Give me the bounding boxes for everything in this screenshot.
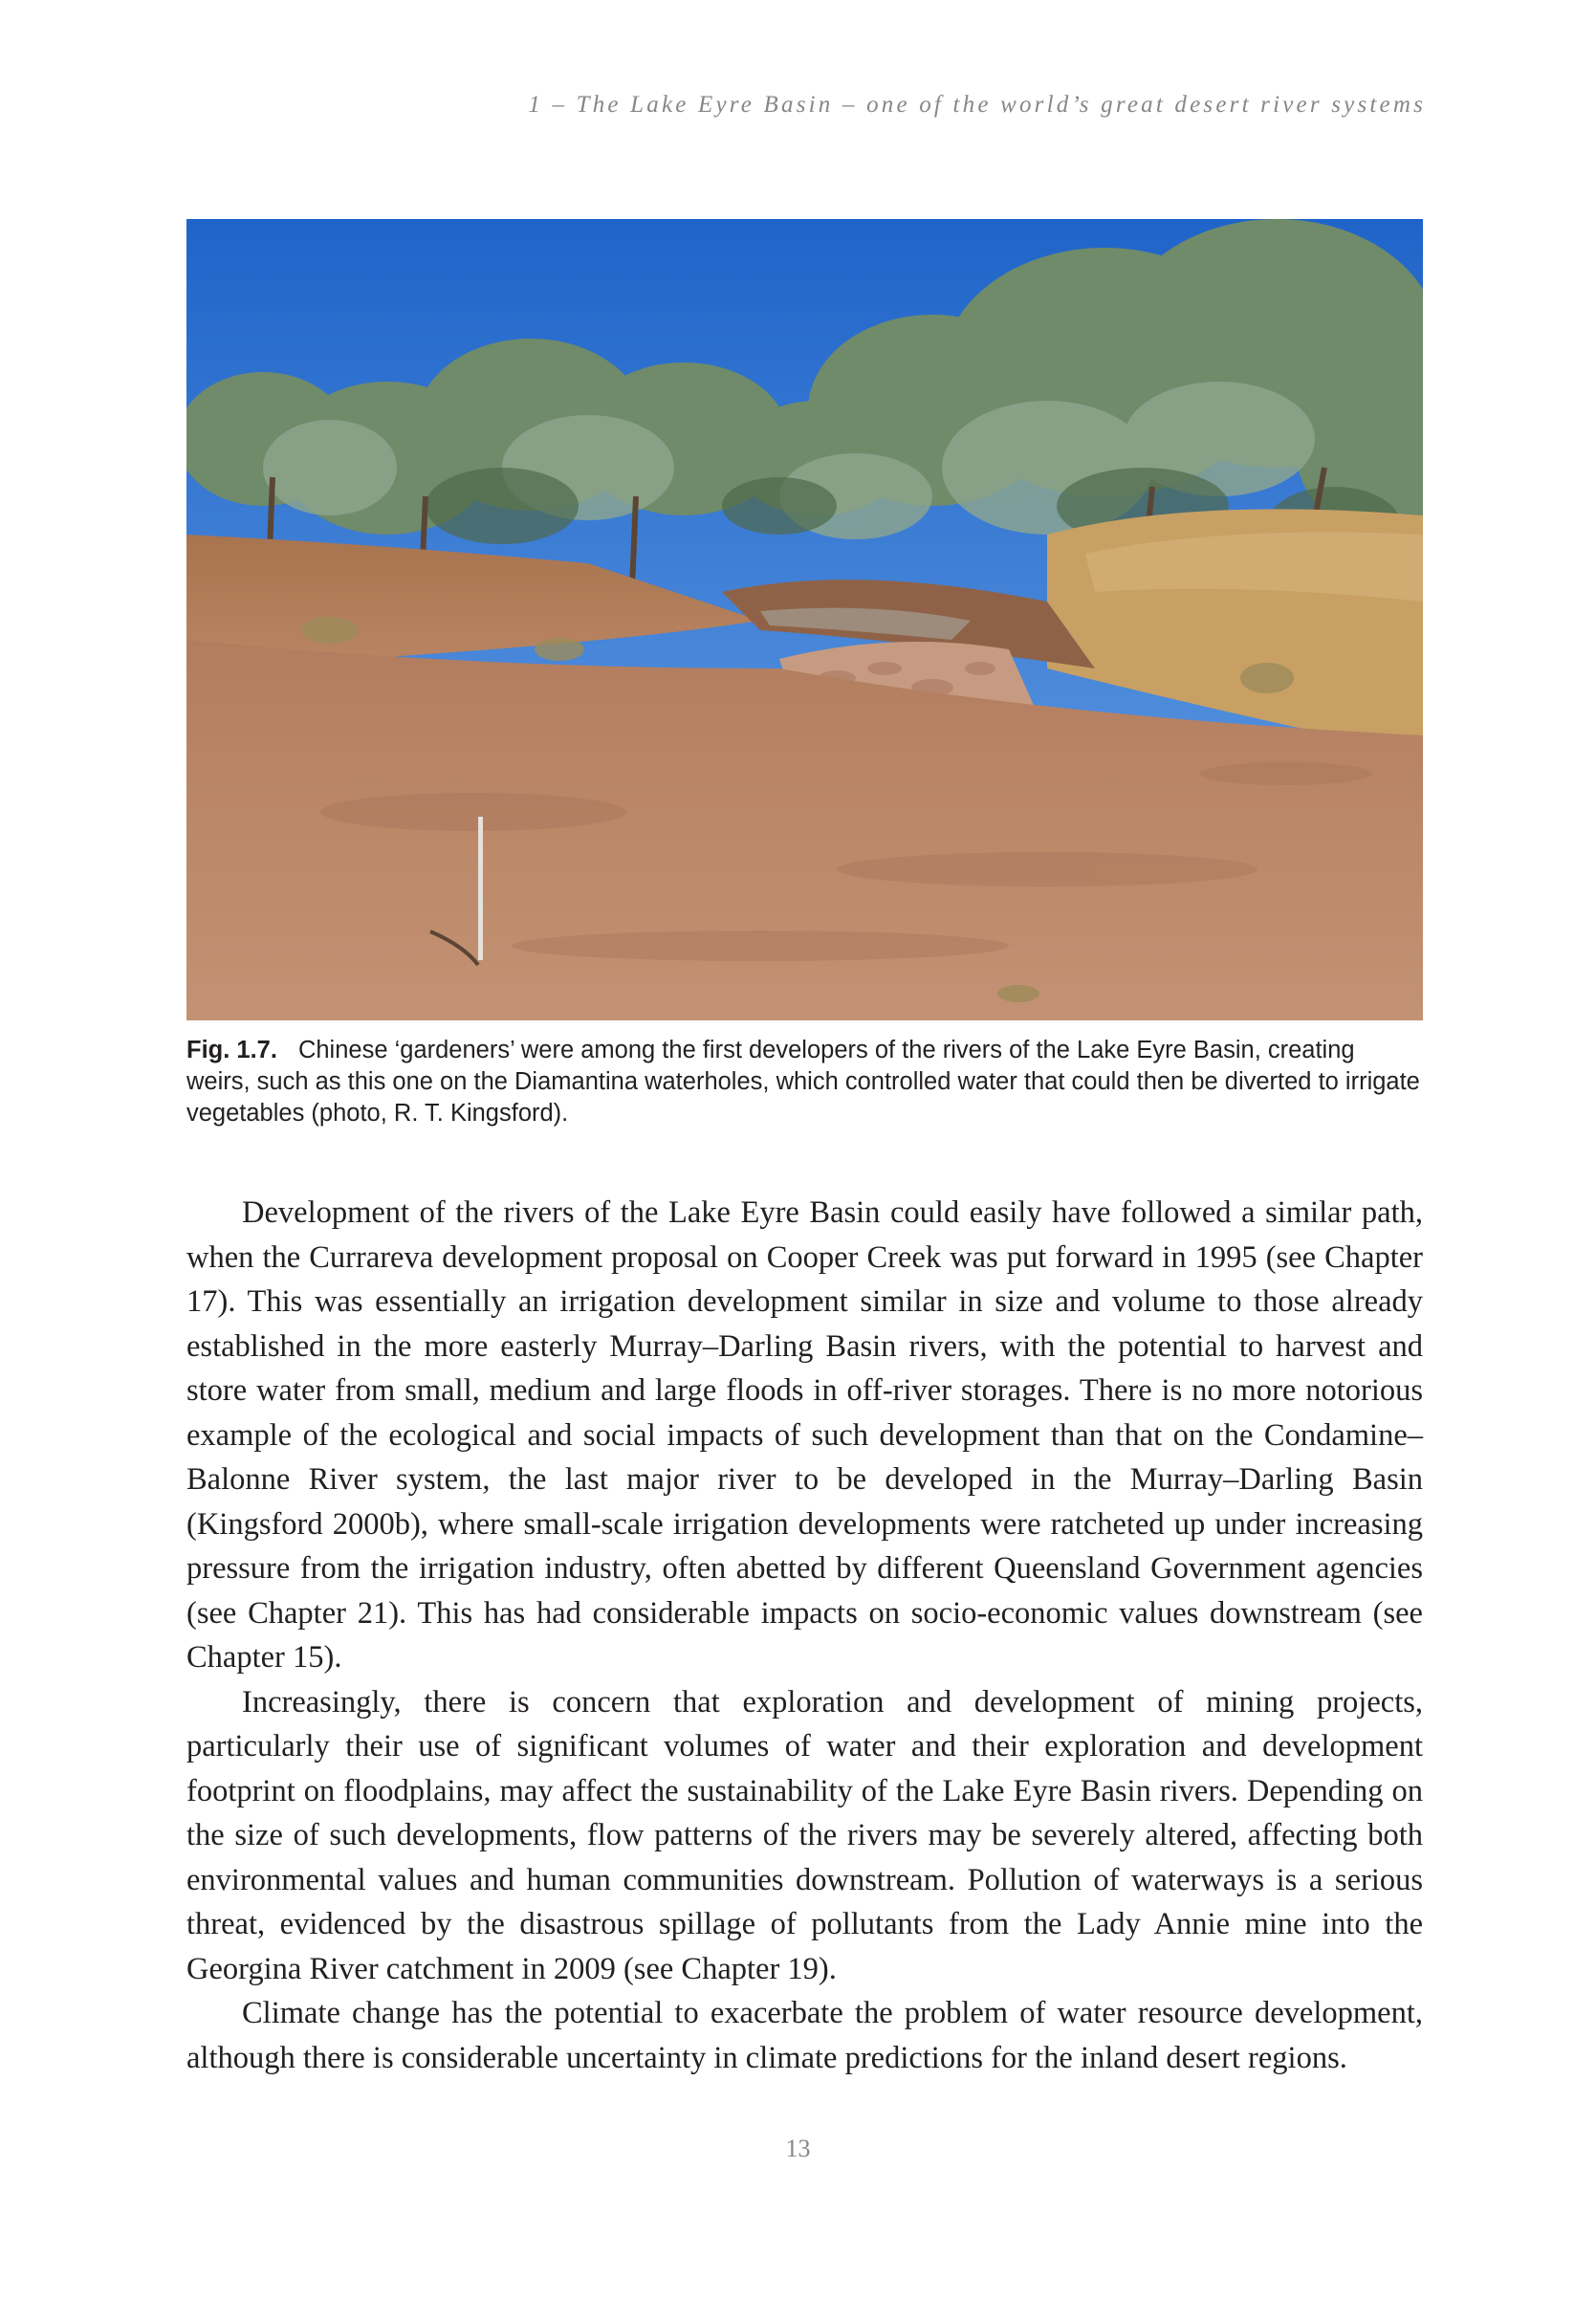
running-header: 1 – The Lake Eyre Basin – one of the world’s great desert river systems [528, 92, 1426, 118]
page-number: 13 [785, 2135, 811, 2162]
figure-photo [186, 219, 1423, 1020]
paragraph: Increasingly, there is concern that exploration and development of mining projects, particularly their use of significant volumes of water and their exploration and development footprint on floodplains, may affect the sustainability of the Lake Eyre Basin rivers. Depending on the size of such developments, flow patterns of the rivers may be severely altered, affecting both environmental values and human communities downstream. Pollution of waterways is a serious threat, evidenced by the disastrous spillage of pollutants from the Lady Annie mine into the Georgina River catchment in 2009 (see Chapter 19). [186, 1684, 1423, 1986]
paragraph: Development of the rivers of the Lake Eyre Basin could easily have followed a similar path, when the Currareva development proposal on Cooper Creek was put forward in 1995 (see Chapter 17). This was essentially an irrigation development similar in size and volume to those already established in the more easterly Murray–Darling Basin rivers, with the potential to harvest and store water from small, medium and large floods in off-river storages. There is no more notorious example of the ecological and social impacts of such development than that on the Condamine–Balonne River system, the last major river to be developed in the Murray–Darling Basin (Kingsford 2000b), where small-scale irrigation developments were ratcheted up under increasing pressure from the irrigation industry, often abetted by different Queensland Government agencies (see Chapter 21). This has had considerable impacts on socio-economic values downstream (see Chapter 15). [186, 1195, 1423, 1675]
figure-caption-text: Chinese ‘gardeners’ were among the first developers of the rivers of the Lake Eyre Basin, creating weirs, such as this one on the Diamantina waterholes, which controlled water that could then be diverted to irrigate vegetables (photo, R. T. Kingsford). [186, 1037, 1420, 1127]
paragraph: Climate change has the potential to exacerbate the problem of water resource development, although there is considerable uncertainty in climate predictions for the inland desert regions. [186, 1996, 1423, 2075]
body-text [186, 1191, 1423, 2080]
desert-riverbed-photo [186, 219, 1423, 1020]
figure-caption [186, 1035, 1423, 1129]
figure-label: Fig. 1.7. [186, 1037, 277, 1063]
